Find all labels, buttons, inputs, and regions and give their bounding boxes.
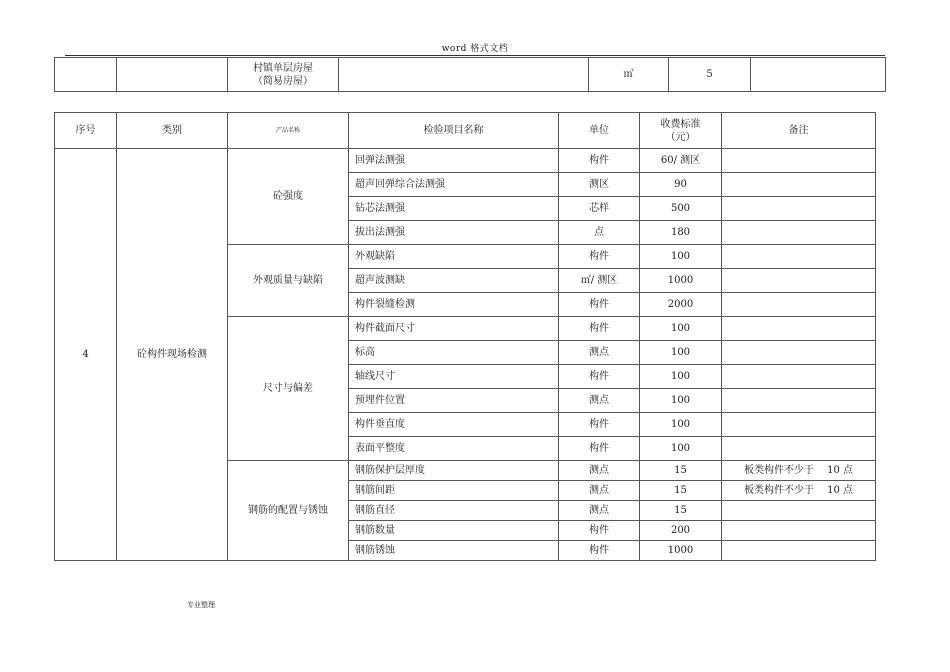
cell-unit: 构件 <box>559 149 640 173</box>
cell-fee: 200 <box>640 521 722 541</box>
cell-fee: 100 <box>640 365 722 389</box>
cell-note <box>722 341 876 365</box>
header-fee <box>640 113 722 149</box>
cell-unit: 构件 <box>559 293 640 317</box>
cell-note <box>722 293 876 317</box>
cell-unit: 构件 <box>559 365 640 389</box>
cell-empty <box>55 58 117 92</box>
cell-item: 回弹法测强 <box>349 149 559 173</box>
cell-product-group: 尺寸与偏差 <box>228 317 349 461</box>
cell-item: 钢筋数量 <box>349 521 559 541</box>
cell-unit: 构件 <box>559 317 640 341</box>
cell-unit: 测点 <box>559 461 640 481</box>
cell-fee: 15 <box>640 481 722 501</box>
cell-category: 砼构件现场检测 <box>117 149 228 561</box>
header-item: 检验项目名称 <box>349 113 559 149</box>
cell-product-group: 砼强度 <box>228 149 349 245</box>
cell-item: 钢筋间距 <box>349 481 559 501</box>
cell-item: 表面平整度 <box>349 437 559 461</box>
header-fee-line-2: （元） <box>665 131 696 143</box>
cell-seq: 4 <box>55 149 117 561</box>
cell-unit: 点 <box>559 221 640 245</box>
cell-unit: 构件 <box>559 521 640 541</box>
cell-item: 预埋件位置 <box>349 389 559 413</box>
cell-note <box>722 521 876 541</box>
cell-fee: 100 <box>640 413 722 437</box>
fee-table <box>54 112 876 561</box>
cell-unit: 构件 <box>559 541 640 561</box>
header-fee-line-1: 收费标准 <box>660 118 701 130</box>
cell-fee: 90 <box>640 173 722 197</box>
cell-note <box>722 149 876 173</box>
page-header-title: word 格式文档 <box>441 44 509 54</box>
cell-product-group: 钢筋的配置与锈蚀 <box>228 461 349 561</box>
cell-fee: 15 <box>640 461 722 481</box>
top-rule <box>65 55 885 56</box>
cell-unit: 测点 <box>559 341 640 365</box>
table-header-row <box>55 113 876 149</box>
cell-note <box>722 173 876 197</box>
cell-item: 构件裂缝检测 <box>349 293 559 317</box>
cell-item: 超声波测缺 <box>349 269 559 293</box>
cell-item: 拔出法测强 <box>349 221 559 245</box>
header-seq: 序号 <box>55 113 117 149</box>
cell-item: 轴线尺寸 <box>349 365 559 389</box>
cell-fee: 2000 <box>640 293 722 317</box>
cell-product-group: 外观质量与缺陷 <box>228 245 349 317</box>
cell-note <box>722 197 876 221</box>
cell-fee: 15 <box>640 501 722 521</box>
cell-item: 超声回弹综合法测强 <box>349 173 559 197</box>
cell-note <box>722 317 876 341</box>
cell-item: 构件截面尺寸 <box>349 317 559 341</box>
cell-item: 钢筋直径 <box>349 501 559 521</box>
cell-unit: 芯样 <box>559 197 640 221</box>
product-line-1: 村镇单层房屋 <box>253 62 313 74</box>
cell-note <box>722 269 876 293</box>
cell-fee: 60/ 测区 <box>640 149 722 173</box>
cell-unit: 构件 <box>559 245 640 269</box>
cell-fee: 1000 <box>640 269 722 293</box>
cell-unit: 测点 <box>559 389 640 413</box>
header-product: 产品名称 <box>228 113 349 149</box>
cell-fee: 1000 <box>640 541 722 561</box>
cell-empty <box>339 58 589 92</box>
cell-unit: 测点 <box>559 501 640 521</box>
cell-item: 标高 <box>349 341 559 365</box>
cell-item: 构件垂直度 <box>349 413 559 437</box>
cell-fee: 100 <box>640 245 722 269</box>
cell-fee: 100 <box>640 389 722 413</box>
cell-fee: 500 <box>640 197 722 221</box>
cell-item: 钻芯法测强 <box>349 197 559 221</box>
cell-note <box>722 221 876 245</box>
cell-fee: 100 <box>640 317 722 341</box>
cell-fee: 180 <box>640 221 722 245</box>
cell-unit: 构件 <box>559 413 640 437</box>
header-category: 类别 <box>117 113 228 149</box>
cell-note <box>722 245 876 269</box>
cell-note <box>722 437 876 461</box>
header-unit: 单位 <box>559 113 640 149</box>
cell-item: 外观缺陷 <box>349 245 559 269</box>
product-line-2: （简易房屋） <box>253 75 313 87</box>
cell-note <box>722 413 876 437</box>
cell-empty <box>117 58 228 92</box>
cell-product <box>228 58 339 92</box>
cell-note: 板类构件不少于 10 点 <box>722 461 876 481</box>
cell-unit: 测区 <box>559 173 640 197</box>
table-row <box>55 149 876 173</box>
header-note: 备注 <box>722 113 876 149</box>
cell-note <box>722 501 876 521</box>
cell-item: 钢筋锈蚀 <box>349 541 559 561</box>
cell-fee: 100 <box>640 341 722 365</box>
cell-note <box>722 389 876 413</box>
cell-note <box>722 541 876 561</box>
cell-unit: 构件 <box>559 437 640 461</box>
cell-unit: 测点 <box>559 481 640 501</box>
continued-table <box>54 57 886 92</box>
cell-unit: ㎡ <box>589 58 669 92</box>
footer-note: 专业整理 <box>187 601 215 609</box>
cell-fee: 100 <box>640 437 722 461</box>
cell-note <box>751 58 886 92</box>
cell-item: 钢筋保护层厚度 <box>349 461 559 481</box>
cell-unit: ㎡/ 测区 <box>559 269 640 293</box>
cell-note <box>722 365 876 389</box>
cell-note: 板类构件不少于 10 点 <box>722 481 876 501</box>
cell-fee: 5 <box>669 58 751 92</box>
